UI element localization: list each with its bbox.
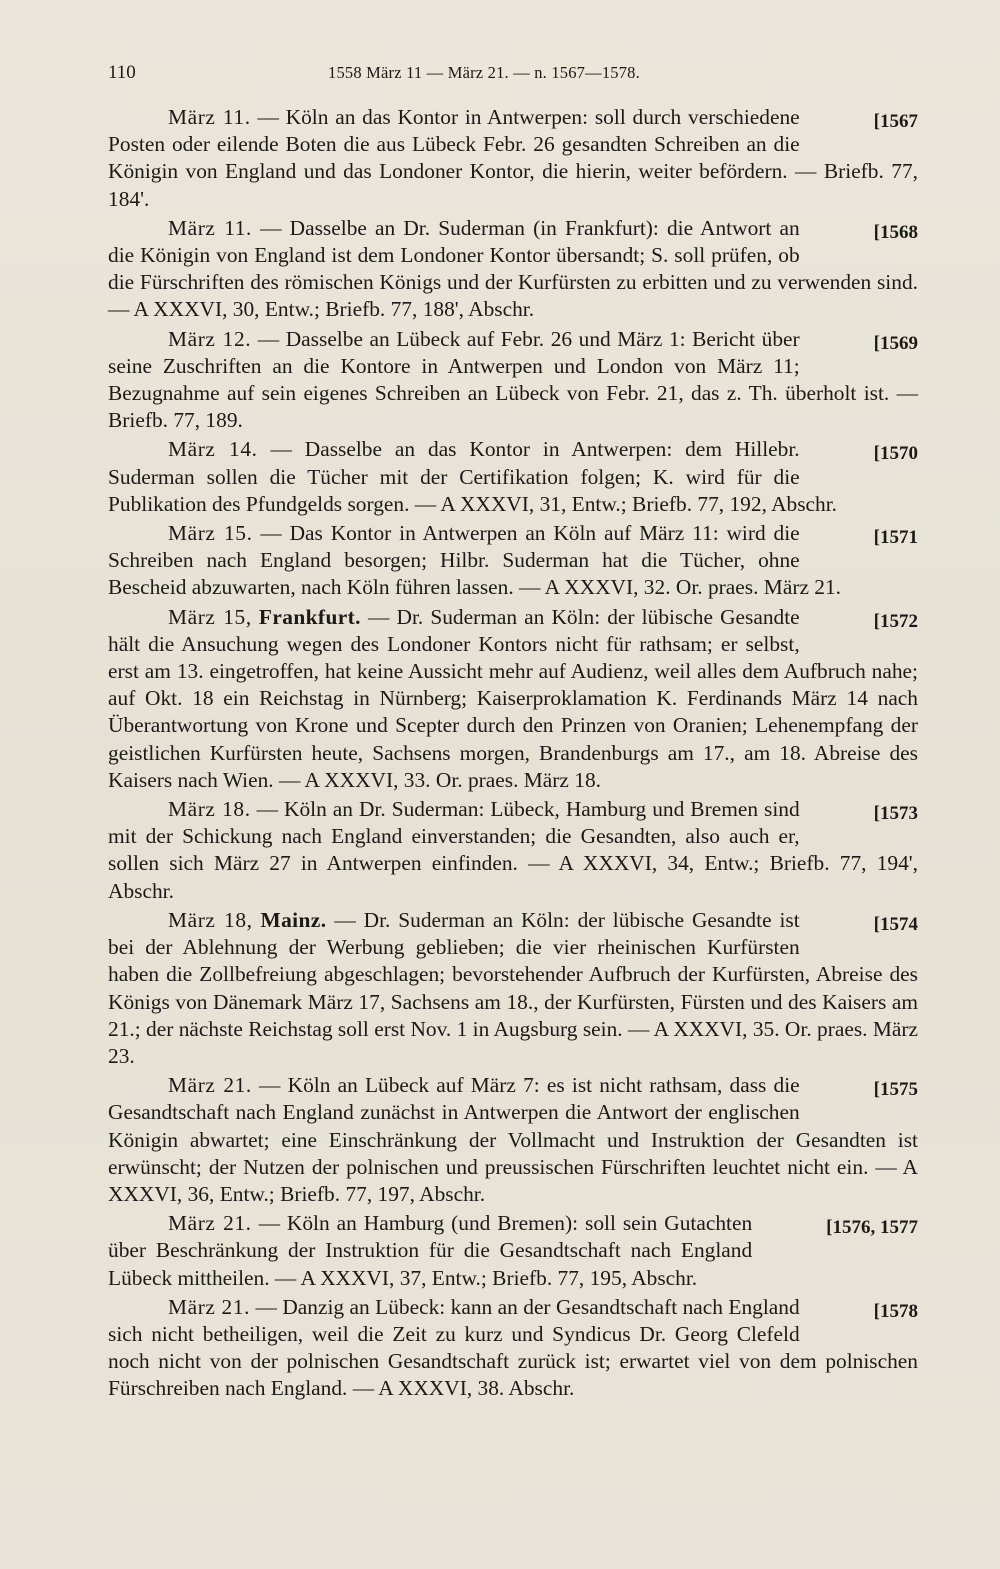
entry-number: [1573 <box>873 803 918 825</box>
regest-entry <box>108 1072 918 1208</box>
entry-text: — Dasselbe an das Kontor in Antwerpen: dem Hillebr. Suderman sollen die Tücher mit der Certifikation folgen; K. wird für die Publikation des Pfundgelds sorgen. — A XXXVI, 31, Entw.; Briefb. 77, 192, Abschr. <box>108 437 838 516</box>
entry-text: — Dr. Suderman an Köln: der lübische Gesandte hält die Ansuchung wegen des Londoner Kontors nicht für rathsam; er selbst, erst am 13. eingetroffen, hat keine Aussicht mehr auf Audienz, weil alles dem Aufbruch nahe; auf Okt. 18 ein Reichstag in Nürnberg; Kaiserproklamation K. Ferdinands März 14 nach Überantwortung von Krone und Scepter durch den Prinzen von Oranien; Lehenempfang der geistlichen Kurfürsten heute, Sachsens morgen, Brandenburgs am 17., am 18. Abreise des Kaisers nach Wien. — A XXXVI, 33. Or. praes. März 18. <box>108 604 918 792</box>
entry-number: [1578 <box>873 1300 918 1322</box>
entry-date: März 15. <box>168 521 253 546</box>
entry-number: [1567 <box>873 111 918 132</box>
entry-text: — Danzig an Lübeck: kann an der Gesandtschaft nach England sich nicht betheiligen, weil die Zeit zu kurz und Syndicus Dr. Georg Clefeld noch nicht von der polnischen Gesandtschaft zurück ist; erwartet viel von dem polnischen Fürschreiben nach England. — A XXXVI, 38. Abschr. <box>108 1294 918 1401</box>
entry-date: März 21. <box>168 1211 252 1236</box>
entry-list <box>108 104 918 1403</box>
entry-number: [1569 <box>873 332 918 354</box>
regest-entry <box>108 907 918 1070</box>
entry-date: März 11. <box>168 215 253 240</box>
running-title: 1558 März 11 — März 21. — n. 1567—1578. <box>328 63 640 82</box>
entry-date: März 18, <box>168 907 253 932</box>
entry-text: — Das Kontor in Antwerpen an Köln auf März 11: wird die Schreiben nach England besorgen; Hilbr. Suderman hat die Tücher, ohne Bescheid abzuwarten, nach Köln führen lassen. — A XXXVI, 32. Or. praes. März 21. <box>108 521 842 600</box>
entry-number: [1572 <box>873 610 918 632</box>
regest-entry <box>108 326 918 435</box>
entry-place: Mainz. <box>260 907 327 932</box>
entry-number: [1571 <box>873 527 918 549</box>
running-head <box>108 62 918 88</box>
entry-number: [1570 <box>873 443 918 465</box>
entry-text: — Köln an Lübeck auf März 7: es ist nicht rathsam, dass die Gesandtschaft nach England zunächst in Antwerpen die Antwort der englischen Königin abwartet; eine Einschränkung der Vollmacht und Instruktion der Gesandten ist erwünscht; der Nutzen der polnischen und preussischen Fürschriften leuchtet nicht ein. — A XXXVI, 36, Entw.; Briefb. 77, 197, Abschr. <box>108 1073 918 1206</box>
regest-entry <box>108 520 918 602</box>
page-number: 110 <box>108 62 136 83</box>
entry-number: [1575 <box>873 1079 918 1101</box>
entry-place: Frankfurt. <box>258 604 361 629</box>
entry-number: [1576, 1577 <box>826 1217 918 1239</box>
entry-date: März 18. <box>168 797 251 822</box>
entry-date: März 15, <box>168 604 252 629</box>
regest-entry <box>108 436 918 518</box>
entry-text: — Köln an das Kontor in Antwerpen: soll durch verschiedene Posten oder eilende Boten die aus Lübeck Febr. 26 gesandten Schreiben an die Königin von England und das Londoner Kontor, die hierin, weiter befördern. — Briefb. 77, 184'. <box>108 105 918 211</box>
entry-text: — Köln an Hamburg (und Bremen): soll sein Gutachten über Beschränkung der Instruktion für die Gesandtschaft nach England Lübeck mittheilen. — A XXXVI, 37, Entw.; Briefb. 77, 195, Abschr. <box>108 1211 753 1290</box>
entry-date: März 21. <box>168 1073 252 1098</box>
regest-entry <box>108 1210 918 1292</box>
entry-text: — Dasselbe an Lübeck auf Febr. 26 und März 1: Bericht über seine Zuschriften an die Kontore in Antwerpen und London von März 11; Bezugnahme auf sein eigenes Schreiben an Lübeck von Febr. 21, das z. Th. überholt ist. — Briefb. 77, 189. <box>108 326 918 433</box>
regest-entry <box>108 796 918 905</box>
regest-entry <box>108 215 918 324</box>
entry-date: März 14. <box>168 437 258 462</box>
entry-number: [1574 <box>873 913 918 935</box>
entry-number: [1568 <box>873 221 918 243</box>
entry-text: — Dr. Suderman an Köln: der lübische Gesandte ist bei der Ablehnung der Werbung geblieben; die vier rheinischen Kurfürsten haben die Zollbefreiung abgeschlagen; bevorstehender Aufbruch der Kurfürsten, Abreise des Königs von Dänemark März 17, Sachsens am 18., der Kurfürsten, Fürsten und des Kaisers am 21.; der nächste Reichstag soll erst Nov. 1 in Augsburg sein. — A XXXVI, 35. Or. praes. März 23. <box>108 907 918 1068</box>
entry-date: März 12. <box>168 326 252 351</box>
regest-entry <box>108 604 918 794</box>
entry-text: — Köln an Dr. Suderman: Lübeck, Hamburg und Bremen sind mit der Schickung nach England einverstanden; die Gesandten, also auch er, sollen sich März 27 in Antwerpen einfinden. — A XXXVI, 34, Entw.; Briefb. 77, 194', Abschr. <box>108 797 918 903</box>
entry-date: März 11. <box>168 105 251 129</box>
entry-text: — Dasselbe an Dr. Suderman (in Frankfurt): die Antwort an die Königin von England ist dem Londoner Kontor übersandt; S. soll prüfen, ob die Fürschriften des römischen Königs und der Kurfürsten zu erbitten und zu verwenden sind. — A XXXVI, 30, Entw.; Briefb. 77, 188', Abschr. <box>108 215 918 322</box>
regest-entry <box>108 1294 918 1403</box>
regest-entry <box>108 104 918 213</box>
entry-date: März 21. <box>168 1294 251 1319</box>
